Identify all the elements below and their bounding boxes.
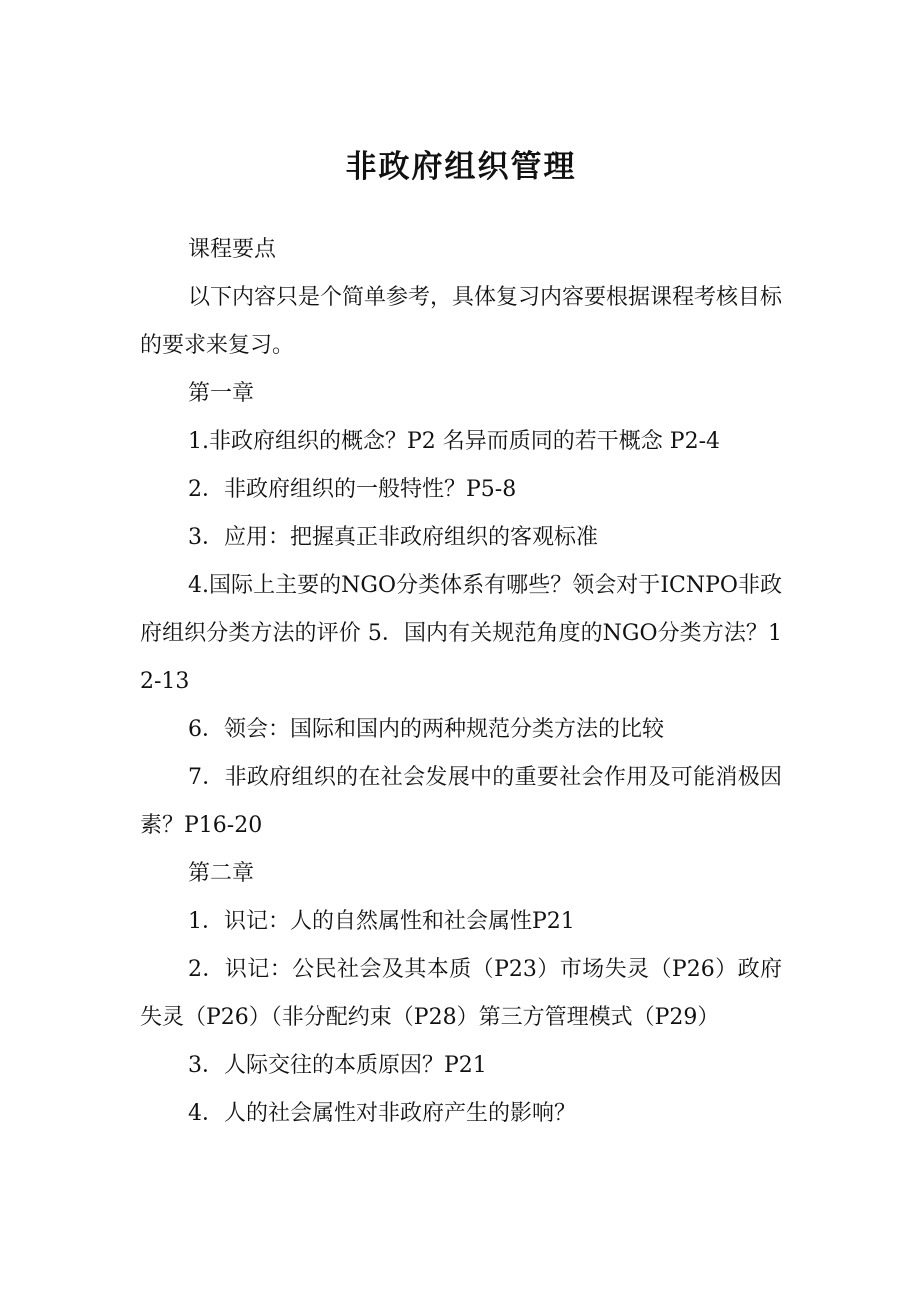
chapter-2-heading: 第二章: [188, 861, 255, 886]
chapter-1-item-6: 6．领会：国际和国内的两种规范分类方法的比较: [188, 717, 664, 742]
chapter-2-item-1: 1．识记：人的自然属性和社会属性P21: [188, 909, 575, 934]
intro-paragraph: 以下内容只是个简单参考，具体复习内容要根据课程考核目标的要求来复习。: [140, 285, 783, 358]
chapter-1-item-3: 3．应用：把握真正非政府组织的客观标准: [188, 525, 598, 550]
chapter-1-item-2: 2．非政府组织的一般特性？P5-8: [188, 477, 517, 502]
chapter-1-item-1: 1.非政府组织的概念？P2 名异而质同的若干概念 P2-4: [188, 429, 721, 454]
chapter-2-item-4: 4．人的社会属性对非政府产生的影响？: [188, 1101, 576, 1126]
chapter-1-heading: 第一章: [188, 381, 255, 406]
document-title: 非政府组织管理: [345, 149, 577, 185]
chapter-1-item-7: 7．非政府组织的在社会发展中的重要社会作用及可能消极因素？P16-20: [140, 765, 782, 838]
document-body: [140, 226, 782, 1138]
chapter-1-item-4-5: 4.国际上主要的NGO分类体系有哪些？领会对于ICNPO非政府组织分类方法的评价 5．国内有关规范角度的NGO分类方法？12-13: [140, 573, 782, 694]
heading-course-key-points: 课程要点: [188, 237, 277, 262]
chapter-2-item-3: 3．人际交往的本质原因？P21: [188, 1053, 487, 1078]
chapter-2-item-2: 2．识记：公民社会及其本质（P23）市场失灵（P26）政府失灵（P26）（非分配约束（P28）第三方管理模式（P29）: [140, 957, 782, 1030]
